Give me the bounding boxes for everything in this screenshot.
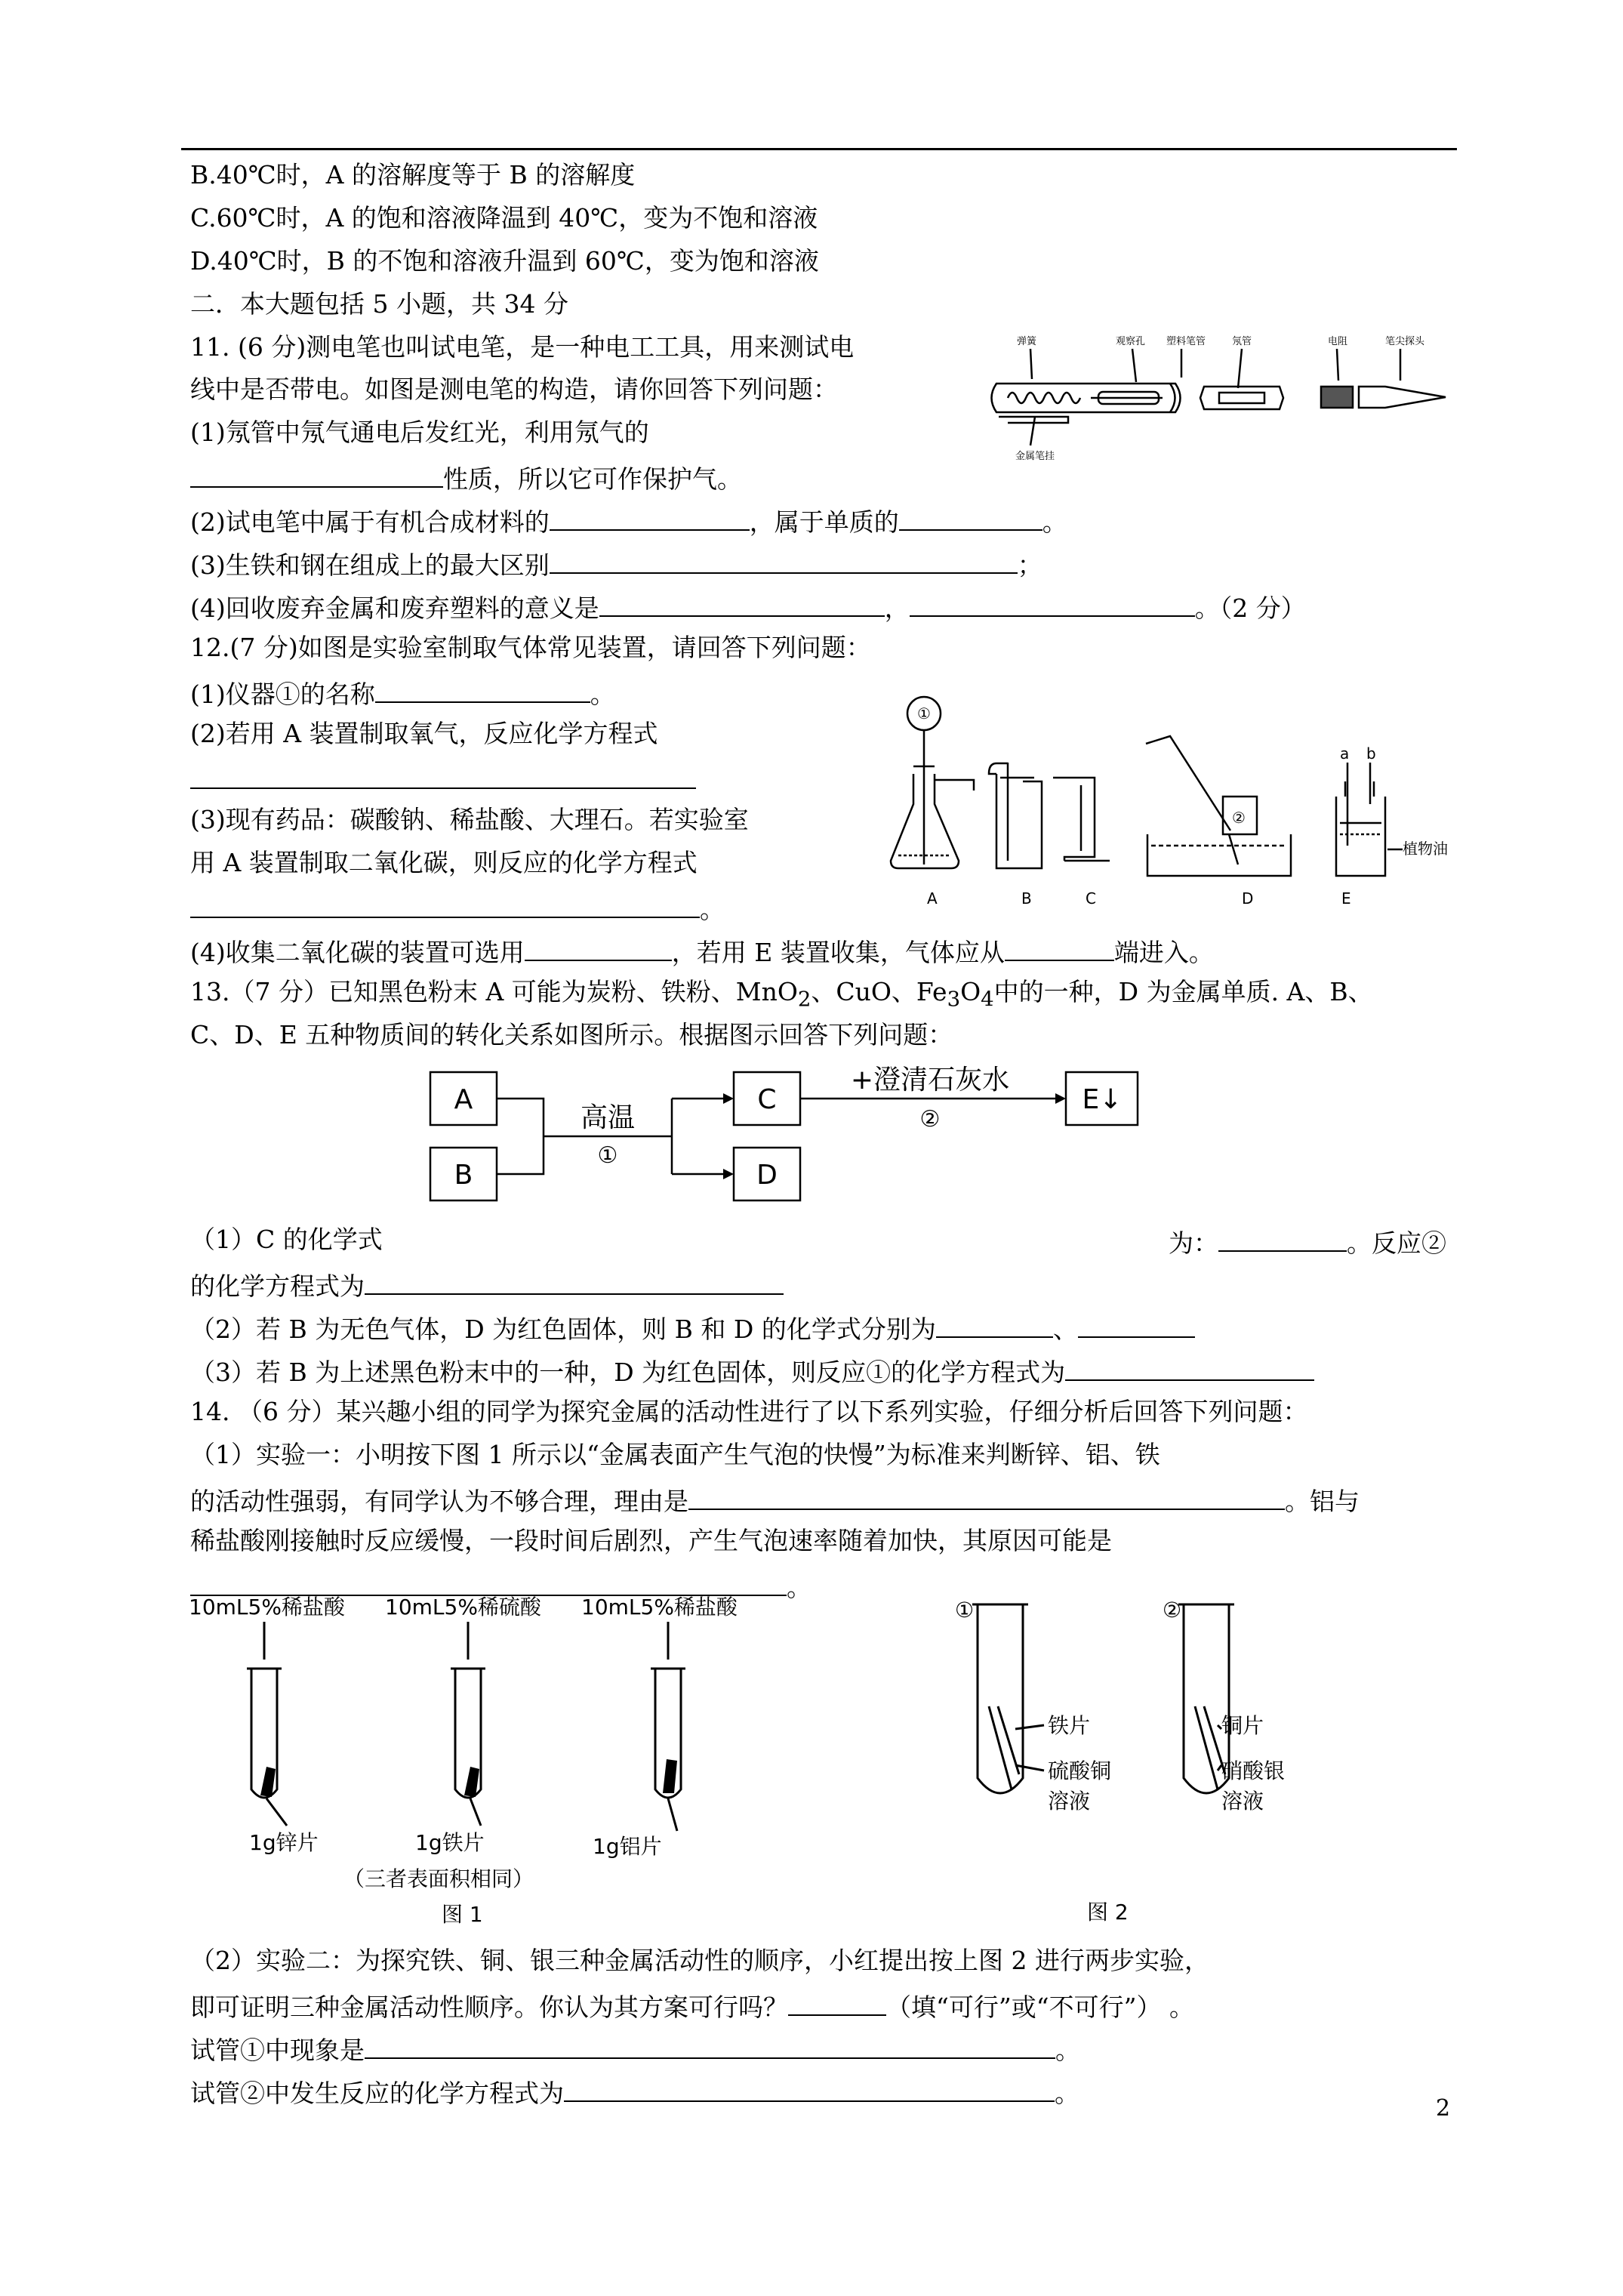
q12-part3-line2: 用 A 装置制取二氧化碳，则反应的化学方程式 (190, 848, 698, 877)
q13-part1-line1-right: 为： 。反应② (1169, 1223, 1446, 1260)
answer-blank[interactable] (688, 1481, 1285, 1510)
svg-text:+澄清石灰水: +澄清石灰水 (850, 1065, 1010, 1096)
q13-part2: （2）若 B 为无色气体，D 为红色固体，则 B 和 D 的化学式分别为 、 (190, 1309, 1195, 1346)
q14-part2-line1: （2）实验二：为探究铁、铜、银三种金属活动性的顺序，小红提出按上图 2 进行两步实验， (190, 1946, 1209, 1975)
svg-text:D: D (756, 1160, 778, 1191)
q13-part1-line1: （1）C 的化学式 (190, 1225, 383, 1254)
svg-text:高温: 高温 (580, 1102, 636, 1133)
gas-apparatus-figure (883, 691, 1457, 910)
q12-part4: (4)收集二氧化碳的装置可选用 ，若用 E 装置收集，气体应从 端进入。 (190, 932, 1214, 969)
answer-blank[interactable] (190, 889, 700, 918)
svg-text:10mL5%稀硫酸: 10mL5%稀硫酸 (385, 1595, 541, 1620)
svg-text:①: ① (917, 704, 931, 723)
svg-text:1g铝片: 1g铝片 (593, 1834, 662, 1859)
svg-text:1g锌片: 1g锌片 (249, 1830, 319, 1855)
q14-part1-line1: （1）实验一：小明按下图 1 所示以“金属表面产生气泡的快慢”为标准来判断锌、铝、铁 (190, 1440, 1160, 1469)
q14-part3: 试管①中现象是 。 (190, 2030, 1080, 2067)
q10-option-c: C.60℃时，A 的饱和溶液降温到 40℃，变为不饱和溶液 (190, 203, 818, 233)
svg-text:植物油: 植物油 (1403, 840, 1448, 858)
q10-option-b: B.40℃时，A 的溶解度等于 B 的溶解度 (190, 160, 636, 190)
answer-blank[interactable] (550, 545, 1018, 574)
svg-text:笔尖探头: 笔尖探头 (1385, 336, 1425, 347)
svg-text:弹簧: 弹簧 (1017, 336, 1037, 347)
svg-text:C: C (1086, 889, 1096, 908)
svg-text:①: ① (597, 1142, 618, 1169)
q11-part2: (2)试电笔中属于有机合成材料的 ，属于单质的 。 (190, 502, 1067, 539)
answer-blank[interactable] (936, 1309, 1053, 1338)
svg-text:铜片: 铜片 (1221, 1713, 1264, 1738)
q13-intro-line1: 13.（7 分）已知黑色粉末 A 可能为炭粉、铁粉、MnO$_2$、CuO、$Fe_3O_4$中的一种，D 为金属单质. A、B、 (190, 977, 1373, 1012)
q11-part1-line2: 性质，所以它可作保护气。 (190, 459, 742, 496)
svg-text:②: ② (1163, 1598, 1182, 1623)
svg-text:10mL5%稀盐酸: 10mL5%稀盐酸 (189, 1595, 345, 1620)
answer-blank[interactable] (1078, 1309, 1195, 1338)
q14-part2-line2: 即可证明三种金属活动性顺序。你认为其方案可行吗？ （填“可行”或“不可行”） 。 (190, 1987, 1194, 2024)
svg-text:②: ② (919, 1106, 941, 1133)
q12-part2-blank (190, 760, 696, 797)
svg-text:E↓: E↓ (1082, 1084, 1123, 1115)
svg-text:溶液: 溶液 (1048, 1789, 1091, 1814)
answer-blank[interactable] (550, 502, 750, 531)
q11-intro-line2: 线中是否带电。如图是测电笔的构造，请你回答下列问题： (190, 374, 838, 404)
svg-text:10mL5%稀盐酸: 10mL5%稀盐酸 (581, 1595, 738, 1620)
answer-blank[interactable] (599, 588, 885, 617)
section-heading: 二．本大题包括 5 小题，共 34 分 (190, 289, 568, 319)
q11-part1-line1: (1)氖管中氖气通电后发红光，利用氖气的 (190, 418, 649, 447)
svg-text:C: C (757, 1084, 777, 1115)
answer-blank[interactable] (910, 588, 1195, 617)
svg-text:b: b (1366, 744, 1376, 763)
svg-text:（三者表面积相同）: （三者表面积相同） (343, 1866, 534, 1891)
reaction-flow-diagram (423, 1057, 1147, 1238)
svg-text:E: E (1341, 889, 1351, 908)
svg-text:硝酸银: 硝酸银 (1221, 1758, 1286, 1783)
q13-intro-line2: C、D、E 五种物质间的转化关系如图所示。根据图示回答下列问题： (190, 1020, 953, 1049)
svg-text:金属笔挂: 金属笔挂 (1015, 451, 1055, 462)
answer-blank[interactable] (190, 459, 443, 488)
svg-text:氖管: 氖管 (1232, 336, 1252, 347)
q14-part1-line2: 的活动性强弱，有同学认为不够合理，理由是 。铝与 (190, 1481, 1360, 1518)
q12-intro: 12.(7 分)如图是实验室制取气体常见装置，请回答下列问题： (190, 633, 871, 662)
q12-part2: (2)若用 A 装置制取氧气，反应化学方程式 (190, 719, 658, 748)
svg-text:观察孔: 观察孔 (1116, 336, 1146, 347)
q11-part3: (3)生铁和钢在组成上的最大区别 ； (190, 545, 1042, 582)
svg-text:B: B (1021, 889, 1032, 908)
q14-part1-line4: 。 (190, 1567, 812, 1604)
figure-2-test-tubes (944, 1593, 1336, 1940)
figure-1-test-tubes (185, 1586, 789, 1940)
svg-text:溶液: 溶液 (1221, 1789, 1264, 1814)
svg-text:塑料笔管: 塑料笔管 (1166, 336, 1206, 347)
svg-text:②: ② (1232, 809, 1246, 827)
svg-text:A: A (927, 889, 938, 908)
svg-text:电阻: 电阻 (1328, 336, 1348, 347)
q12-part1: (1)仪器①的名称 。 (190, 674, 615, 711)
svg-text:D: D (1242, 889, 1254, 908)
svg-text:①: ① (955, 1598, 975, 1623)
svg-text:铁片: 铁片 (1048, 1713, 1091, 1738)
page-number: 2 (1436, 2095, 1451, 2122)
answer-blank[interactable] (365, 1266, 784, 1295)
q13-part1-line2: 的化学方程式为 (190, 1266, 784, 1303)
q12-part3-line1: (3)现有药品：碳酸钠、稀盐酸、大理石。若实验室 (190, 805, 749, 834)
q14-intro: 14. （6 分）某兴趣小组的同学为探究金属的活动性进行了以下系列实验，仔细分析后回答下列问题： (190, 1397, 1308, 1426)
q10-option-d: D.40℃时，B 的不饱和溶液升温到 60℃，变为饱和溶液 (190, 246, 819, 276)
q12-part3-blank: 。 (190, 889, 725, 926)
q11-part4: (4)回收废弃金属和废弃塑料的意义是 ， 。（2 分） (190, 588, 1306, 625)
answer-blank[interactable] (365, 2030, 1055, 2059)
svg-text:B: B (454, 1160, 473, 1191)
header-rule (181, 148, 1457, 150)
svg-text:图 1: 图 1 (442, 1902, 483, 1927)
answer-blank[interactable] (525, 932, 672, 961)
answer-blank[interactable] (1005, 932, 1114, 961)
answer-blank[interactable] (788, 1987, 886, 2016)
q14-part4: 试管②中发生反应的化学方程式为 。 (190, 2073, 1079, 2110)
answer-blank[interactable] (1218, 1223, 1347, 1252)
svg-text:a: a (1340, 744, 1350, 763)
answer-blank[interactable] (564, 2073, 1055, 2102)
q11-intro-line1: 11. (6 分)测电笔也叫试电笔，是一种电工工具，用来测试电 (190, 332, 855, 362)
answer-blank[interactable] (899, 502, 1042, 531)
svg-text:1g铁片: 1g铁片 (415, 1830, 485, 1855)
q13-part3: （3）若 B 为上述黑色粉末中的一种，D 为红色固体，则反应①的化学方程式为 (190, 1352, 1314, 1389)
test-pen-figure (978, 332, 1461, 464)
q14-part1-line3: 稀盐酸刚接触时反应缓慢，一段时间后剧烈，产生气泡速率随着加快，其原因可能是 (190, 1526, 1112, 1555)
svg-text:A: A (454, 1084, 473, 1115)
answer-blank[interactable] (190, 760, 696, 789)
svg-text:图 2: 图 2 (1087, 1900, 1129, 1925)
answer-blank[interactable] (1065, 1352, 1314, 1381)
svg-text:硫酸铜: 硫酸铜 (1048, 1758, 1112, 1783)
answer-blank[interactable] (375, 674, 590, 703)
